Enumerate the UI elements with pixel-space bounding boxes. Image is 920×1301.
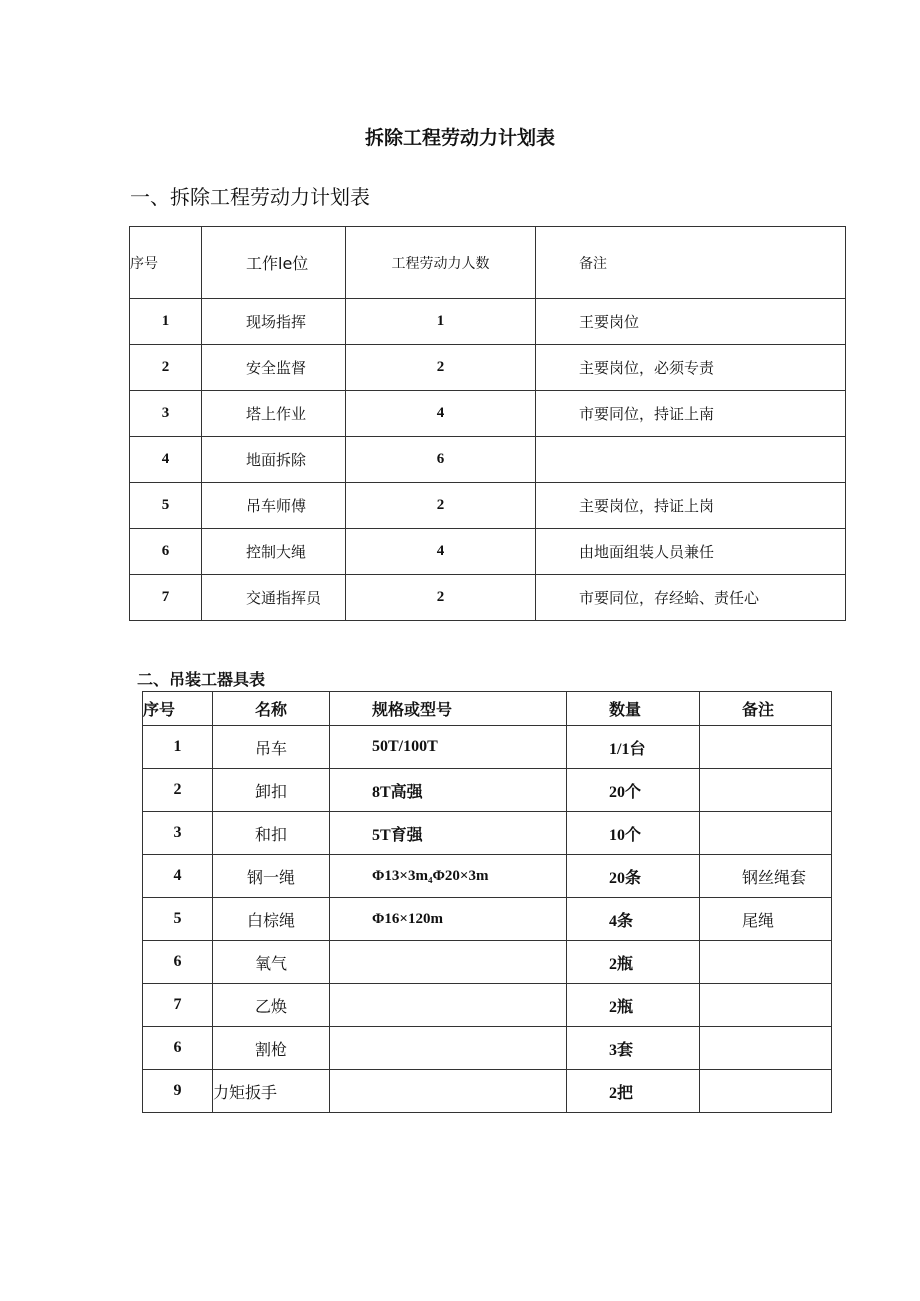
hoisting-tools-table xyxy=(142,691,832,1113)
table-header-row xyxy=(130,227,846,299)
row-no: 7 xyxy=(143,984,213,1027)
table-row xyxy=(143,1070,832,1113)
row-post: 吊车师傅 xyxy=(202,483,346,529)
table-row xyxy=(130,437,846,483)
row-qty: 1/1台 xyxy=(567,726,700,769)
row-qty: 4条 xyxy=(567,898,700,941)
row-note xyxy=(700,1027,832,1070)
row-qty: 10个 xyxy=(567,812,700,855)
row-no: 5 xyxy=(130,483,202,529)
table-row xyxy=(143,769,832,812)
row-no: 6 xyxy=(130,529,202,575)
table-row xyxy=(143,898,832,941)
row-count: 6 xyxy=(346,437,536,483)
row-spec xyxy=(330,1027,567,1070)
row-name: 氧气 xyxy=(213,941,330,984)
row-no: 5 xyxy=(143,898,213,941)
row-note: 钢丝绳套 xyxy=(700,855,832,898)
row-note: 由地面组装人员兼任 xyxy=(536,529,846,575)
row-count: 2 xyxy=(346,575,536,621)
table-row xyxy=(143,855,832,898)
table-row xyxy=(130,345,846,391)
table-row xyxy=(143,726,832,769)
table-row xyxy=(130,391,846,437)
row-name: 白棕绳 xyxy=(213,898,330,941)
row-count: 2 xyxy=(346,345,536,391)
row-spec: 5T育强 xyxy=(330,812,567,855)
row-spec xyxy=(330,1070,567,1113)
labor-plan-table xyxy=(129,226,846,621)
row-note xyxy=(700,941,832,984)
row-no: 6 xyxy=(143,941,213,984)
row-note xyxy=(700,812,832,855)
table-row xyxy=(130,483,846,529)
row-name: 钢一绳 xyxy=(213,855,330,898)
row-spec xyxy=(330,941,567,984)
table-row xyxy=(143,941,832,984)
section1-heading: 一、拆除工程劳动力计划表 xyxy=(130,185,370,209)
row-no: 1 xyxy=(130,299,202,345)
header-post: 工作le位 xyxy=(202,227,346,299)
row-spec: 50T/100T xyxy=(330,726,567,769)
table-row xyxy=(130,529,846,575)
row-count: 2 xyxy=(346,483,536,529)
row-no: 6 xyxy=(143,1027,213,1070)
header-no: 序号 xyxy=(143,692,213,726)
row-no: 7 xyxy=(130,575,202,621)
table-row xyxy=(130,575,846,621)
row-note: 尾绳 xyxy=(700,898,832,941)
row-post: 控制大绳 xyxy=(202,529,346,575)
row-qty: 2把 xyxy=(567,1070,700,1113)
row-count: 1 xyxy=(346,299,536,345)
row-name: 力矩扳手 xyxy=(213,1070,330,1113)
row-count: 4 xyxy=(346,529,536,575)
row-qty: 2瓶 xyxy=(567,984,700,1027)
row-note: 主要岗位，必须专责 xyxy=(536,345,846,391)
row-count: 4 xyxy=(346,391,536,437)
table-row xyxy=(143,1027,832,1070)
row-no: 1 xyxy=(143,726,213,769)
row-no: 9 xyxy=(143,1070,213,1113)
row-post: 塔上作业 xyxy=(202,391,346,437)
row-note: 市要同位，持证上南 xyxy=(536,391,846,437)
row-no: 2 xyxy=(130,345,202,391)
row-name: 割枪 xyxy=(213,1027,330,1070)
header-note: 备注 xyxy=(536,227,846,299)
row-name: 卸扣 xyxy=(213,769,330,812)
document-title: 拆除工程劳动力计划表 xyxy=(364,127,555,149)
header-qty: 数量 xyxy=(567,692,700,726)
header-name: 名称 xyxy=(213,692,330,726)
header-note: 备注 xyxy=(700,692,832,726)
row-name: 和扣 xyxy=(213,812,330,855)
row-qty: 20条 xyxy=(567,855,700,898)
row-no: 4 xyxy=(143,855,213,898)
row-spec xyxy=(330,984,567,1027)
row-note xyxy=(536,437,846,483)
row-no: 2 xyxy=(143,769,213,812)
row-qty: 20个 xyxy=(567,769,700,812)
row-no: 3 xyxy=(130,391,202,437)
row-post: 安全监督 xyxy=(202,345,346,391)
row-post: 现场指挥 xyxy=(202,299,346,345)
row-note: 市要同位，存经蛤、责任心 xyxy=(536,575,846,621)
row-note xyxy=(700,1070,832,1113)
row-qty: 3套 xyxy=(567,1027,700,1070)
row-spec: Φ16×120m xyxy=(330,898,567,941)
row-note xyxy=(700,726,832,769)
header-count: 工程劳动力人数 xyxy=(346,227,536,299)
row-note xyxy=(700,984,832,1027)
row-note xyxy=(700,769,832,812)
row-post: 地面拆除 xyxy=(202,437,346,483)
row-note: 主要岗位，持证上岗 xyxy=(536,483,846,529)
header-no: 序号 xyxy=(130,227,202,299)
row-spec: 8T高强 xyxy=(330,769,567,812)
table-row xyxy=(130,299,846,345)
table-header-row xyxy=(143,692,832,726)
row-note: 王要岗位 xyxy=(536,299,846,345)
header-spec: 规格或型号 xyxy=(330,692,567,726)
row-name: 吊车 xyxy=(213,726,330,769)
table-row xyxy=(143,984,832,1027)
row-no: 3 xyxy=(143,812,213,855)
row-spec: Φ13×3m₄Φ20×3m xyxy=(330,855,567,898)
row-no: 4 xyxy=(130,437,202,483)
row-name: 乙焕 xyxy=(213,984,330,1027)
table-row xyxy=(143,812,832,855)
row-qty: 2瓶 xyxy=(567,941,700,984)
section2-heading: 二、吊装工器具表 xyxy=(137,670,266,689)
row-post: 交通指挥员 xyxy=(202,575,346,621)
